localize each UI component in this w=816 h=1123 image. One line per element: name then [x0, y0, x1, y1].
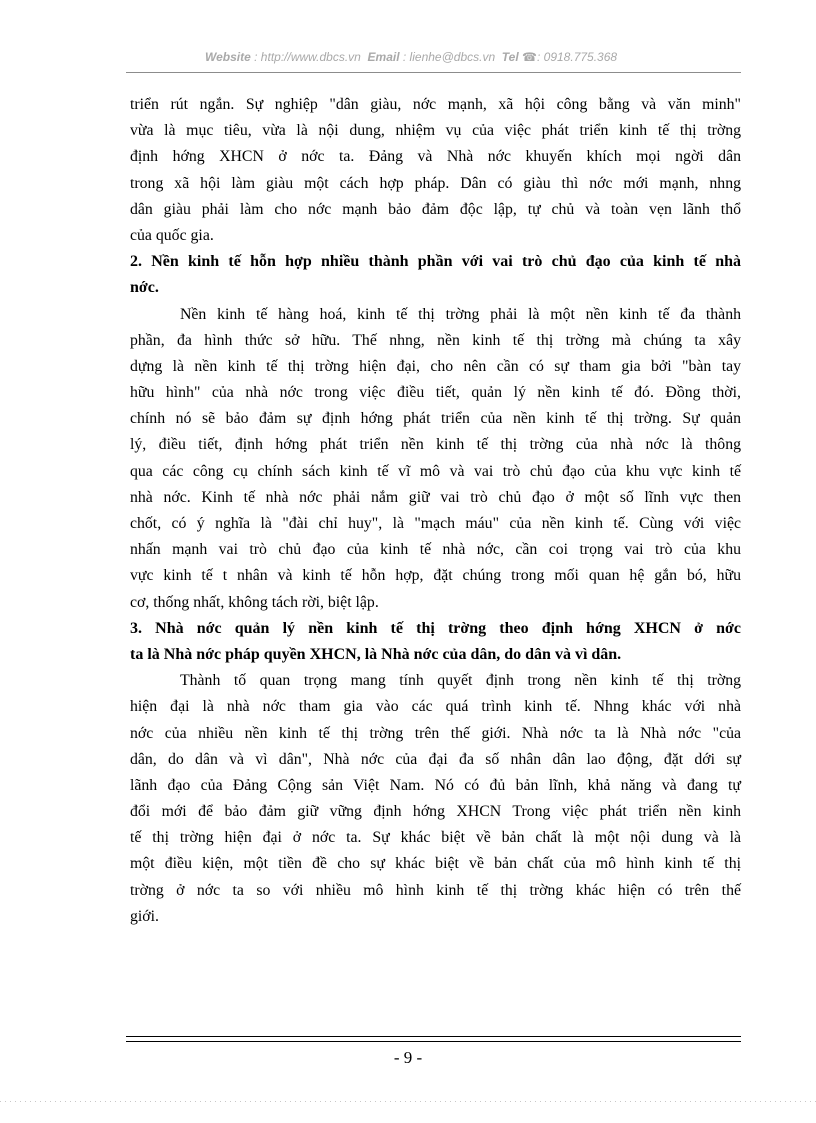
text-line: triển rút ngắn. Sự nghiệp "dân giàu, nớc mạnh, xã hội công bằng và văn minh": [130, 96, 741, 113]
footer-rule-top: [126, 1036, 741, 1037]
section-heading-3-cont: ta là Nhà nớc pháp quyền XHCN, là Nhà nớc của dân, do dân và vì dân.: [130, 645, 622, 663]
text-line: nhấn mạnh vai trò chủ đạo của kinh tế nhà nớc, cần coi trọng vai trò của khu: [130, 541, 741, 559]
text-line: qua các công cụ chính sách kinh tế vĩ mô và vai trò chủ đạo của khu vực kinh tế: [130, 462, 741, 480]
text-line: giới.: [130, 907, 159, 925]
text-line: lãnh đạo của Đảng Cộng sản Việt Nam. Nó có đủ bản lĩnh, khả năng và đang tự: [130, 776, 741, 794]
text-line: dựng là nền kinh tế thị trờng hiện đại, cho nên cần có sự tham gia bởi "bàn tay: [130, 357, 741, 375]
tel-value: ☎: 0918.775.368: [522, 50, 618, 64]
tel-label: Tel: [501, 50, 519, 64]
text-line: hữu hình" của nhà nớc trong việc điều tiết, quản lý nền kinh tế đó. Đồng thời,: [130, 384, 741, 402]
text-line: đổi mới để bảo đảm giữ vững định hớng XHCN Trong việc phát triển nền kinh: [130, 803, 741, 821]
text-line: Nền kinh tế hàng hoá, kinh tế thị trờng phải là một nền kinh tế đa thành: [180, 305, 741, 323]
section-heading-2: 2. Nền kinh tế hỗn hợp nhiều thành phần với vai trò chủ đạo của kinh tế nhà: [130, 253, 741, 271]
text-line: định hớng XHCN ở nớc ta. Đảng và Nhà nớc khuyến khích mọi ngời dân: [130, 148, 741, 166]
website-label: Website: [205, 50, 251, 64]
website-value: : http://www.dbcs.vn: [254, 50, 361, 64]
text-line: dân giàu phải làm cho nớc mạnh bảo đảm độc lập, tự chủ và toàn vẹn lãnh thổ: [130, 200, 741, 218]
text-line: trong xã hội làm giàu một cách hợp pháp. Dân có giàu thì nớc mới mạnh, nhng: [130, 174, 741, 192]
text-line: Thành tố quan trọng mang tính quyết định trong nền kinh tế thị trờng: [180, 672, 741, 690]
text-line: lý, điều tiết, định hớng phát triển nền kinh tế thị trờng của nhà nớc là thông: [130, 436, 741, 454]
page-number: - 9 -: [393, 1048, 423, 1067]
text-line: vừa là mục tiêu, vừa là nội dung, nhiệm vụ của việc phát triển kinh tế thị trờng: [130, 122, 741, 140]
section-heading-2-cont: nớc.: [130, 279, 159, 297]
section-heading-3: 3. Nhà nớc quản lý nền kinh tế thị trờng theo định hớng XHCN ở nớc: [130, 619, 741, 637]
email-label: Email: [367, 50, 400, 64]
page-header: [205, 50, 675, 64]
text-line: tế thị trờng hiện đại ở nớc ta. Sự khác biệt về bản chất là một nội dung và là: [130, 829, 741, 847]
footer-rule-bottom: [126, 1041, 741, 1042]
text-line: chốt, có ý nghĩa là "đài chỉ huy", là "mạch máu" của nền kinh tế. Cùng với việc: [130, 515, 741, 532]
text-line: chính nó sẽ bảo đảm sự định hớng phát triển của nền kinh tế thị trờng. Sự quản: [130, 410, 741, 428]
text-line: một điều kiện, một tiền đề cho sự khác biệt về bản chất của mô hình kinh tế thị: [130, 855, 741, 873]
header-rule: [126, 72, 741, 73]
text-line: hiện đại là nhà nớc tham gia vào các quá trình kinh tế. Nhng khác với nhà: [130, 698, 741, 716]
text-line: phần, đa hình thức sở hữu. Thế nhng, nền kinh tế thị trờng mà chúng ta xây: [130, 331, 741, 349]
text-line: nhà nớc. Kinh tế nhà nớc phải nắm giữ vai trò chủ đạo ở một số lĩnh vực then: [130, 488, 741, 506]
text-line: trờng ở nớc ta so với nhiều mô hình kinh tế thị trờng khác hiện có trên thế: [130, 881, 741, 899]
text-line: dân, do dân và vì dân", Nhà nớc của đại đa số nhân dân lao động, đặt dới sự: [130, 750, 741, 768]
text-line: cơ, thống nhất, không tách rời, biệt lập.: [130, 593, 379, 611]
email-value: : lienhe@dbcs.vn: [402, 50, 496, 64]
body-text: [130, 92, 741, 930]
text-line: vực kinh tế t nhân và kinh tế hỗn hợp, đặt chúng trong mối quan hệ gắn bó, hữu: [130, 567, 741, 585]
text-line: của quốc gia.: [130, 226, 214, 244]
dotted-divider: [0, 1101, 816, 1102]
text-line: nớc của nhiều nền kinh tế thị trờng trên thế giới. Nhà nớc ta là Nhà nớc "của: [130, 724, 741, 742]
